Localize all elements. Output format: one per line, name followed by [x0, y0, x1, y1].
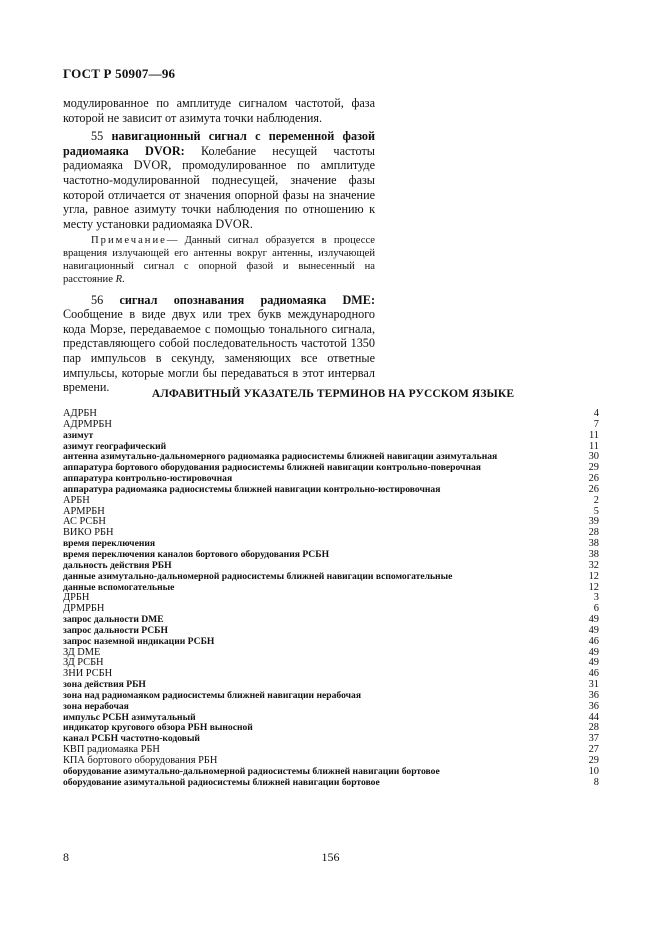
index-entry-term: время переключения каналов бортового оборудования РСБН	[63, 548, 330, 560]
index-entry-page: 28	[588, 722, 599, 734]
index-entry-term: ВИКО РБН	[63, 527, 114, 539]
index-entry-page: 27	[588, 744, 599, 756]
definition-number: 56	[91, 292, 104, 307]
index-entry-page: 7	[593, 418, 599, 430]
index-entry	[63, 658, 603, 669]
note-end: .	[122, 273, 125, 285]
index-entry-page: 8	[593, 776, 599, 788]
index-entry-page: 2	[593, 494, 599, 506]
index-entry-page: 49	[588, 614, 599, 626]
definition-55	[63, 129, 375, 231]
index-entry	[63, 637, 603, 648]
index-entry-page: 5	[593, 505, 599, 517]
index-entry-term: дальность действия РБН	[63, 559, 172, 571]
index-entry-page: 49	[588, 657, 599, 669]
index-entry	[63, 485, 603, 496]
index-entry-term: импульс РСБН азимутальный	[63, 711, 196, 723]
index-entry-page: 38	[588, 548, 599, 560]
index-entry-term: ЗД РСБН	[63, 657, 104, 669]
index-entry-term: зона нерабочая	[63, 700, 129, 712]
definition-text: Сообщение в виде двух или трех букв международного кода Морзе, передаваемое с помощью тонального сигнала, представляющего собой последовательность частотой 1350 пар импульсов в секунду, заменяющих все ответные импульсы, которые могли бы передаваться в этот интервал времени.	[63, 307, 375, 395]
index-entry-page: 30	[588, 451, 599, 463]
index-entry-term: АРБН	[63, 494, 90, 506]
note-label: Примечание	[91, 235, 167, 247]
index-entry	[63, 778, 603, 789]
index-entry-page: 36	[588, 700, 599, 712]
paragraph-continuation: модулированное по амплитуде сигналом частотой, фаза которой не зависит от азимута точки наблюдения.	[63, 96, 375, 125]
index-entry-term: аппаратура радиомаяка радиосистемы ближней навигации контрольно-юстировочная	[63, 483, 441, 495]
index-entry-page: 29	[588, 755, 599, 766]
index-entry	[63, 517, 603, 528]
index-entry	[63, 507, 603, 518]
index-entry-page: 38	[588, 538, 599, 550]
footer-left-page-number: 8	[63, 850, 69, 864]
index-entry-term: КПА бортового оборудования РБН	[63, 755, 218, 766]
index-entry	[63, 409, 603, 420]
index-entry-term: оборудование азимутальной радиосистемы ближней навигации бортовое	[63, 776, 380, 788]
definitions-column	[63, 96, 375, 399]
index-entry	[63, 583, 603, 594]
definition-number: 55	[91, 129, 104, 144]
note-variable: R	[115, 273, 123, 285]
index-entry-page: 39	[588, 516, 599, 528]
index-entry	[63, 691, 603, 702]
index-entry-term: азимут	[63, 429, 94, 441]
index-entry-page: 49	[588, 646, 599, 658]
definition-term: навигационный сигнал с переменной фазой радиомаяка DVOR:	[63, 129, 376, 158]
index-entry	[63, 420, 603, 431]
index-entry-page: 32	[588, 559, 599, 571]
index-entry-term: ДРБН	[63, 592, 90, 604]
note-paragraph	[63, 235, 375, 286]
document-standard-header: ГОСТ Р 50907—96	[63, 66, 176, 81]
index-entry-term: оборудование азимутально-дальномерной радиосистемы ближней навигации бортовое	[63, 765, 440, 777]
index-entry-term: данные азимутально-дальномерной радиосистемы ближней навигации вспомогательные	[63, 570, 453, 582]
index-entry-page: 10	[588, 765, 599, 777]
index-entry-page: 26	[588, 483, 599, 495]
definition-56	[63, 293, 375, 395]
index-entry-page: 31	[588, 679, 599, 691]
index-entry-page: 11	[588, 440, 599, 452]
index-entry	[63, 648, 603, 659]
index-entry-page: 4	[593, 408, 599, 419]
index-entry-term: запрос дальности DME	[63, 614, 164, 626]
index-entry-page: 11	[588, 429, 599, 441]
index-entry-term: антенна азимутально-дальномерного радиомаяка радиосистемы ближней навигации азимутальная	[63, 451, 498, 463]
index-entry-term: ДРМРБН	[63, 603, 105, 615]
index-entry-term: индикатор кругового обзора РБН выносной	[63, 722, 253, 734]
index-entry	[63, 496, 603, 507]
index-entry-page: 28	[588, 527, 599, 539]
index-entry-page: 37	[588, 733, 599, 745]
definition-text: Колебание несущей частоты радиомаяка DVOR, промодулированное по амплитуде частотно-модулированной поднесущей, значение фазы которой отличается от значения опорной фазы на значение угла, равное азимуту точки наблюдения по отношению к месту установки радиомаяка DVOR.	[63, 143, 375, 231]
index-entry-page: 26	[588, 473, 599, 485]
index-entry-page: 44	[588, 711, 599, 723]
index-entry-page: 12	[588, 581, 599, 593]
index-entry-page: 3	[593, 592, 599, 604]
index-entry-term: ЗНИ РСБН	[63, 668, 113, 680]
index-entry-page: 36	[588, 689, 599, 701]
footer-page-number: 156	[321, 850, 340, 864]
index-entry-term: данные вспомогательные	[63, 581, 175, 593]
index-entry-term: канал РСБН частотно-кодовый	[63, 733, 200, 745]
index-entry-page: 6	[593, 603, 599, 615]
index-entry-term: запрос дальности РСБН	[63, 624, 168, 636]
alphabetical-index	[63, 409, 603, 789]
index-entry-term: зона над радиомаяком радиосистемы ближней навигации нерабочая	[63, 689, 362, 701]
index-entry-term: азимут географический	[63, 440, 167, 452]
index-entry-page: 29	[588, 462, 599, 474]
definition-term: сигнал опознавания радиомаяка DME:	[119, 292, 375, 307]
index-entry-term: аппаратура контрольно-юстировочная	[63, 473, 233, 485]
index-entry-term: ЗД DME	[63, 646, 101, 658]
index-entry-term: запрос наземной индикации РСБН	[63, 635, 215, 647]
index-entry-page: 46	[588, 668, 599, 680]
index-entry-page: 49	[588, 624, 599, 636]
index-entry-term: аппаратура бортового оборудования радиосистемы ближней навигации контрольно-поверочная	[63, 462, 481, 474]
index-entry-term: время переключения	[63, 538, 156, 550]
index-entry-term: АДРБН	[63, 408, 97, 419]
index-entry-term: зона действия РБН	[63, 679, 146, 691]
index-entry-term: АДРМРБН	[63, 418, 112, 430]
index-entry-term: КВП радиомаяка РБН	[63, 744, 160, 756]
index-entry-page: 12	[588, 570, 599, 582]
index-entry-term: АС РСБН	[63, 516, 106, 528]
index-entry	[63, 593, 603, 604]
note-text: — Данный сигнал образуется в процессе вращения излучающей его антенны вокруг антенны, излучающей навигационный сигнал с опорной фазой и вынесенный на расстояние	[63, 235, 375, 285]
index-entry-term: АРМРБН	[63, 505, 105, 517]
index-title: АЛФАВИТНЫЙ УКАЗАТЕЛЬ ТЕРМИНОВ НА РУССКОМ ЯЗЫКЕ	[151, 388, 515, 400]
index-entry-page: 46	[588, 635, 599, 647]
